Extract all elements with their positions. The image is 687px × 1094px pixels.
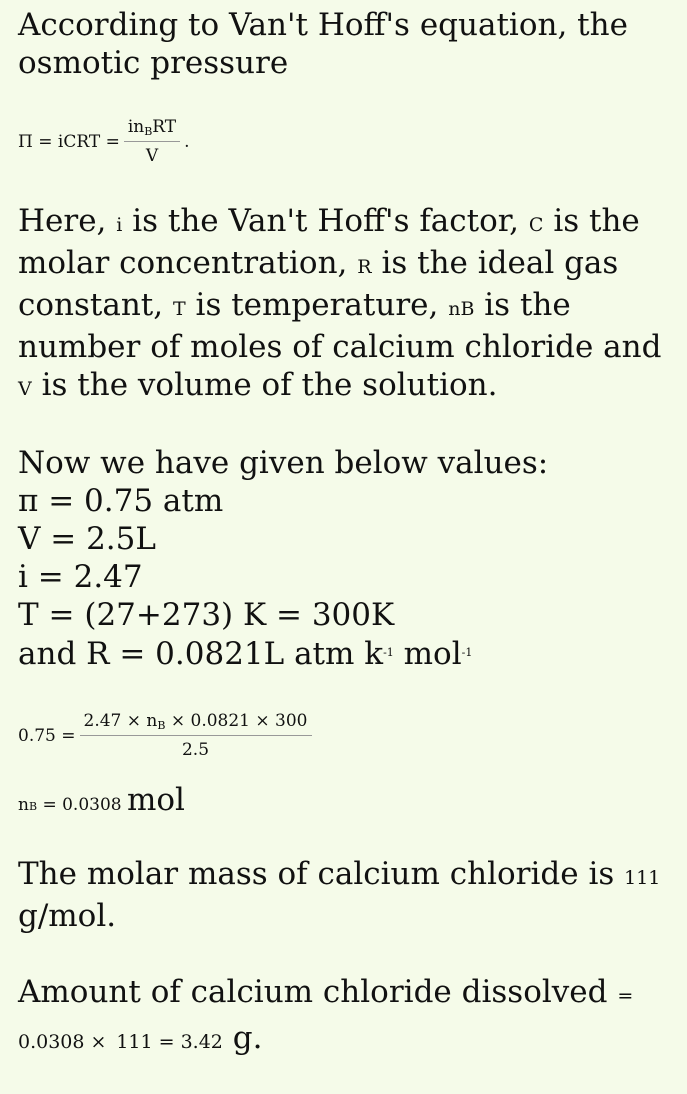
equation-denominator: V — [145, 146, 159, 166]
calculation-equation — [18, 711, 669, 760]
calc-lhs: 0.75 = — [18, 725, 76, 746]
equation-numerator: $in_BRT$ — [124, 117, 180, 142]
given-pressure: π = 0.75 atm — [18, 483, 224, 519]
calc-numerator: $2.47 \times n_B \times 0.0821 \times 300$ — [80, 711, 312, 736]
equation-trail: . — [184, 131, 190, 152]
given-gas-constant: and R = 0.0821L atm $k^{-1}$ mol$^{-1}$ — [18, 636, 473, 672]
given-factor: i = 2.47 — [18, 559, 143, 595]
moles-unit: mol — [127, 782, 185, 818]
equation-fraction — [124, 117, 180, 166]
given-heading: Now we have given below values: — [18, 445, 549, 481]
calc-denominator: 2.5 — [181, 740, 210, 760]
amount-text: Amount of calcium chloride dissolved = 0.0308 × 111 = 3.42 g. — [18, 974, 634, 1056]
given-volume: V = 2.5L — [18, 521, 156, 557]
molar-mass-text: The molar mass of calcium chloride is 111 g/mol. — [18, 856, 661, 934]
moles-result: n B = 0.0308 mol — [18, 782, 185, 818]
given-temperature: T = (27+273) K = 300K — [18, 597, 395, 633]
osmotic-equation — [18, 117, 669, 166]
variable-description: Here, i is the Van't Hoff's factor, C is the molar concentration, R is the ideal gas constant, T is temperature, nB is the number of moles of calcium chloride and V is the volume of the solution. — [18, 203, 662, 403]
equation-lhs: Π = iCRT = — [18, 131, 120, 152]
calc-fraction — [80, 711, 312, 760]
given-values — [18, 444, 669, 673]
intro-text: According to Van't Hoff's equation, the osmotic pressure — [18, 7, 628, 81]
